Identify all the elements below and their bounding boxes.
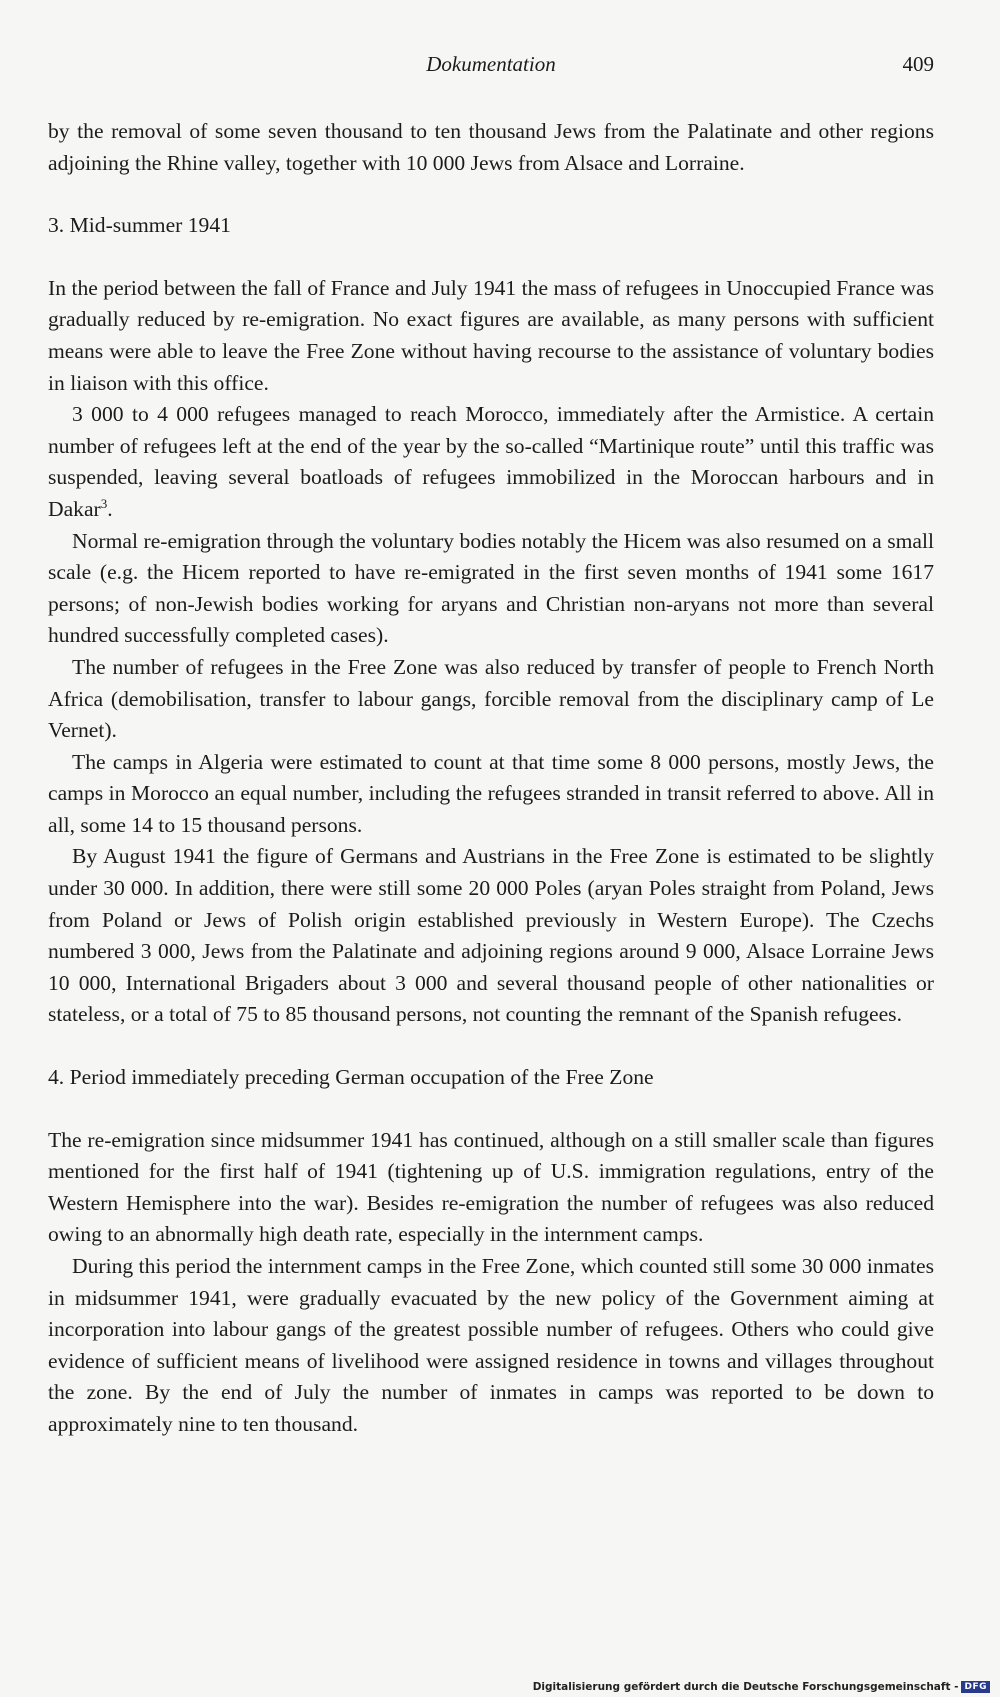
running-header [48,52,934,82]
paragraph-s3-6: By August 1941 the figure of Germans and Austrians in the Free Zone is estimated to be slightly under 30 000. In addition, there were still some 20 000 Poles (aryan Poles straight from Poland, Jews from Poland or Jews of Polish origin established previously in Western Europe). The Czechs numbered 3 000, Jews from the Palatinate and adjoining regions around 9 000, Alsace Lorraine Jews 10 000, International Brigaders about 3 000 and several thousand people of other nationalities or stateless, or a total of 75 to 85 thousand persons, not counting the remnant of the Spanish refugees. [48,844,934,1027]
paragraph-s3-3: Normal re-emigration through the voluntary bodies notably the Hicem was also resumed on a small scale (e.g. the Hicem reported to have re-emigrated in the first seven months of 1941 some 1617 persons; of non-Jewish bodies working for aryans and Christian non-aryans not more than several hundred successfully completed cases). [48,528,934,648]
paragraph-s3-2-text: 3 000 to 4 000 refugees managed to reach Morocco, immediately after the Armistice. A certain number of refugees left at the end of the year by the so-called “Martinique route” until this traffic was suspended, leaving several boatloads of refugees immobilized in the Moroccan harbours and in Dakar [48,402,934,521]
paragraph-s4-1: The re-emigration since midsummer 1941 has continued, although on a still smaller scale than figures mentioned for the first half of 1941 (tightening up of U.S. immigration regulations, entry of the Western Hemisphere into the war). Besides re-emigration the number of refugees was also reduced owing to an abnormally high death rate, especially in the internment camps. [48,1127,934,1247]
paragraph-s3-2-end: . [107,496,113,521]
body-text [48,116,934,1441]
paragraph-intro: by the removal of some seven thousand to ten thousand Jews from the Palatinate and other regions adjoining the Rhine valley, together with 10 000 Jews from Alsace and Lorraine. [48,119,934,175]
document-page [48,0,934,1697]
dfg-logo-icon: DFG [961,1681,990,1693]
footnote-marker: 3 [100,495,108,511]
paragraph-s3-4: The number of refugees in the Free Zone was also reduced by transfer of people to French North Africa (demobilisation, transfer to labour gangs, forcible removal from the disciplinary camp of Le Vernet). [48,654,934,743]
paragraph-s3-1: In the period between the fall of France and July 1941 the mass of refugees in Unoccupied France was gradually reduced by re-emigration. No exact figures are available, as many persons with sufficient means were able to leave the Free Zone without having recourse to the assistance of voluntary bodies in liaison with this office. [48,275,934,395]
paragraph-s4-2: During this period the internment camps in the Free Zone, which counted still some 30 000 inmates in midsummer 1941, were gradually evacuated by the new policy of the Government aiming at incorporation into labour gangs of the greatest possible number of refugees. Others who could give evidence of sufficient means of livelihood were assigned residence in towns and villages throughout the zone. By the end of July the number of inmates in camps was reported to be down to approximately nine to ten thousand. [48,1254,934,1436]
section-heading-3: 3. Mid-summer 1941 [48,213,231,238]
digitization-credit [533,1681,990,1693]
credit-text: Digitalisierung gefördert durch die Deutsche Forschungsgemeinschaft - [532,1681,959,1693]
running-title: Dokumentation [426,52,556,76]
page-number: 409 [902,52,934,76]
section-heading-4: 4. Period immediately preceding German occupation of the Free Zone [48,1065,654,1090]
paragraph-s3-5: The camps in Algeria were estimated to count at that time some 8 000 persons, mostly Jews, the camps in Morocco an equal number, including the refugees stranded in transit referred to above. All in all, some 14 to 15 thousand persons. [48,749,934,837]
paragraph-s3-2 [48,399,934,525]
